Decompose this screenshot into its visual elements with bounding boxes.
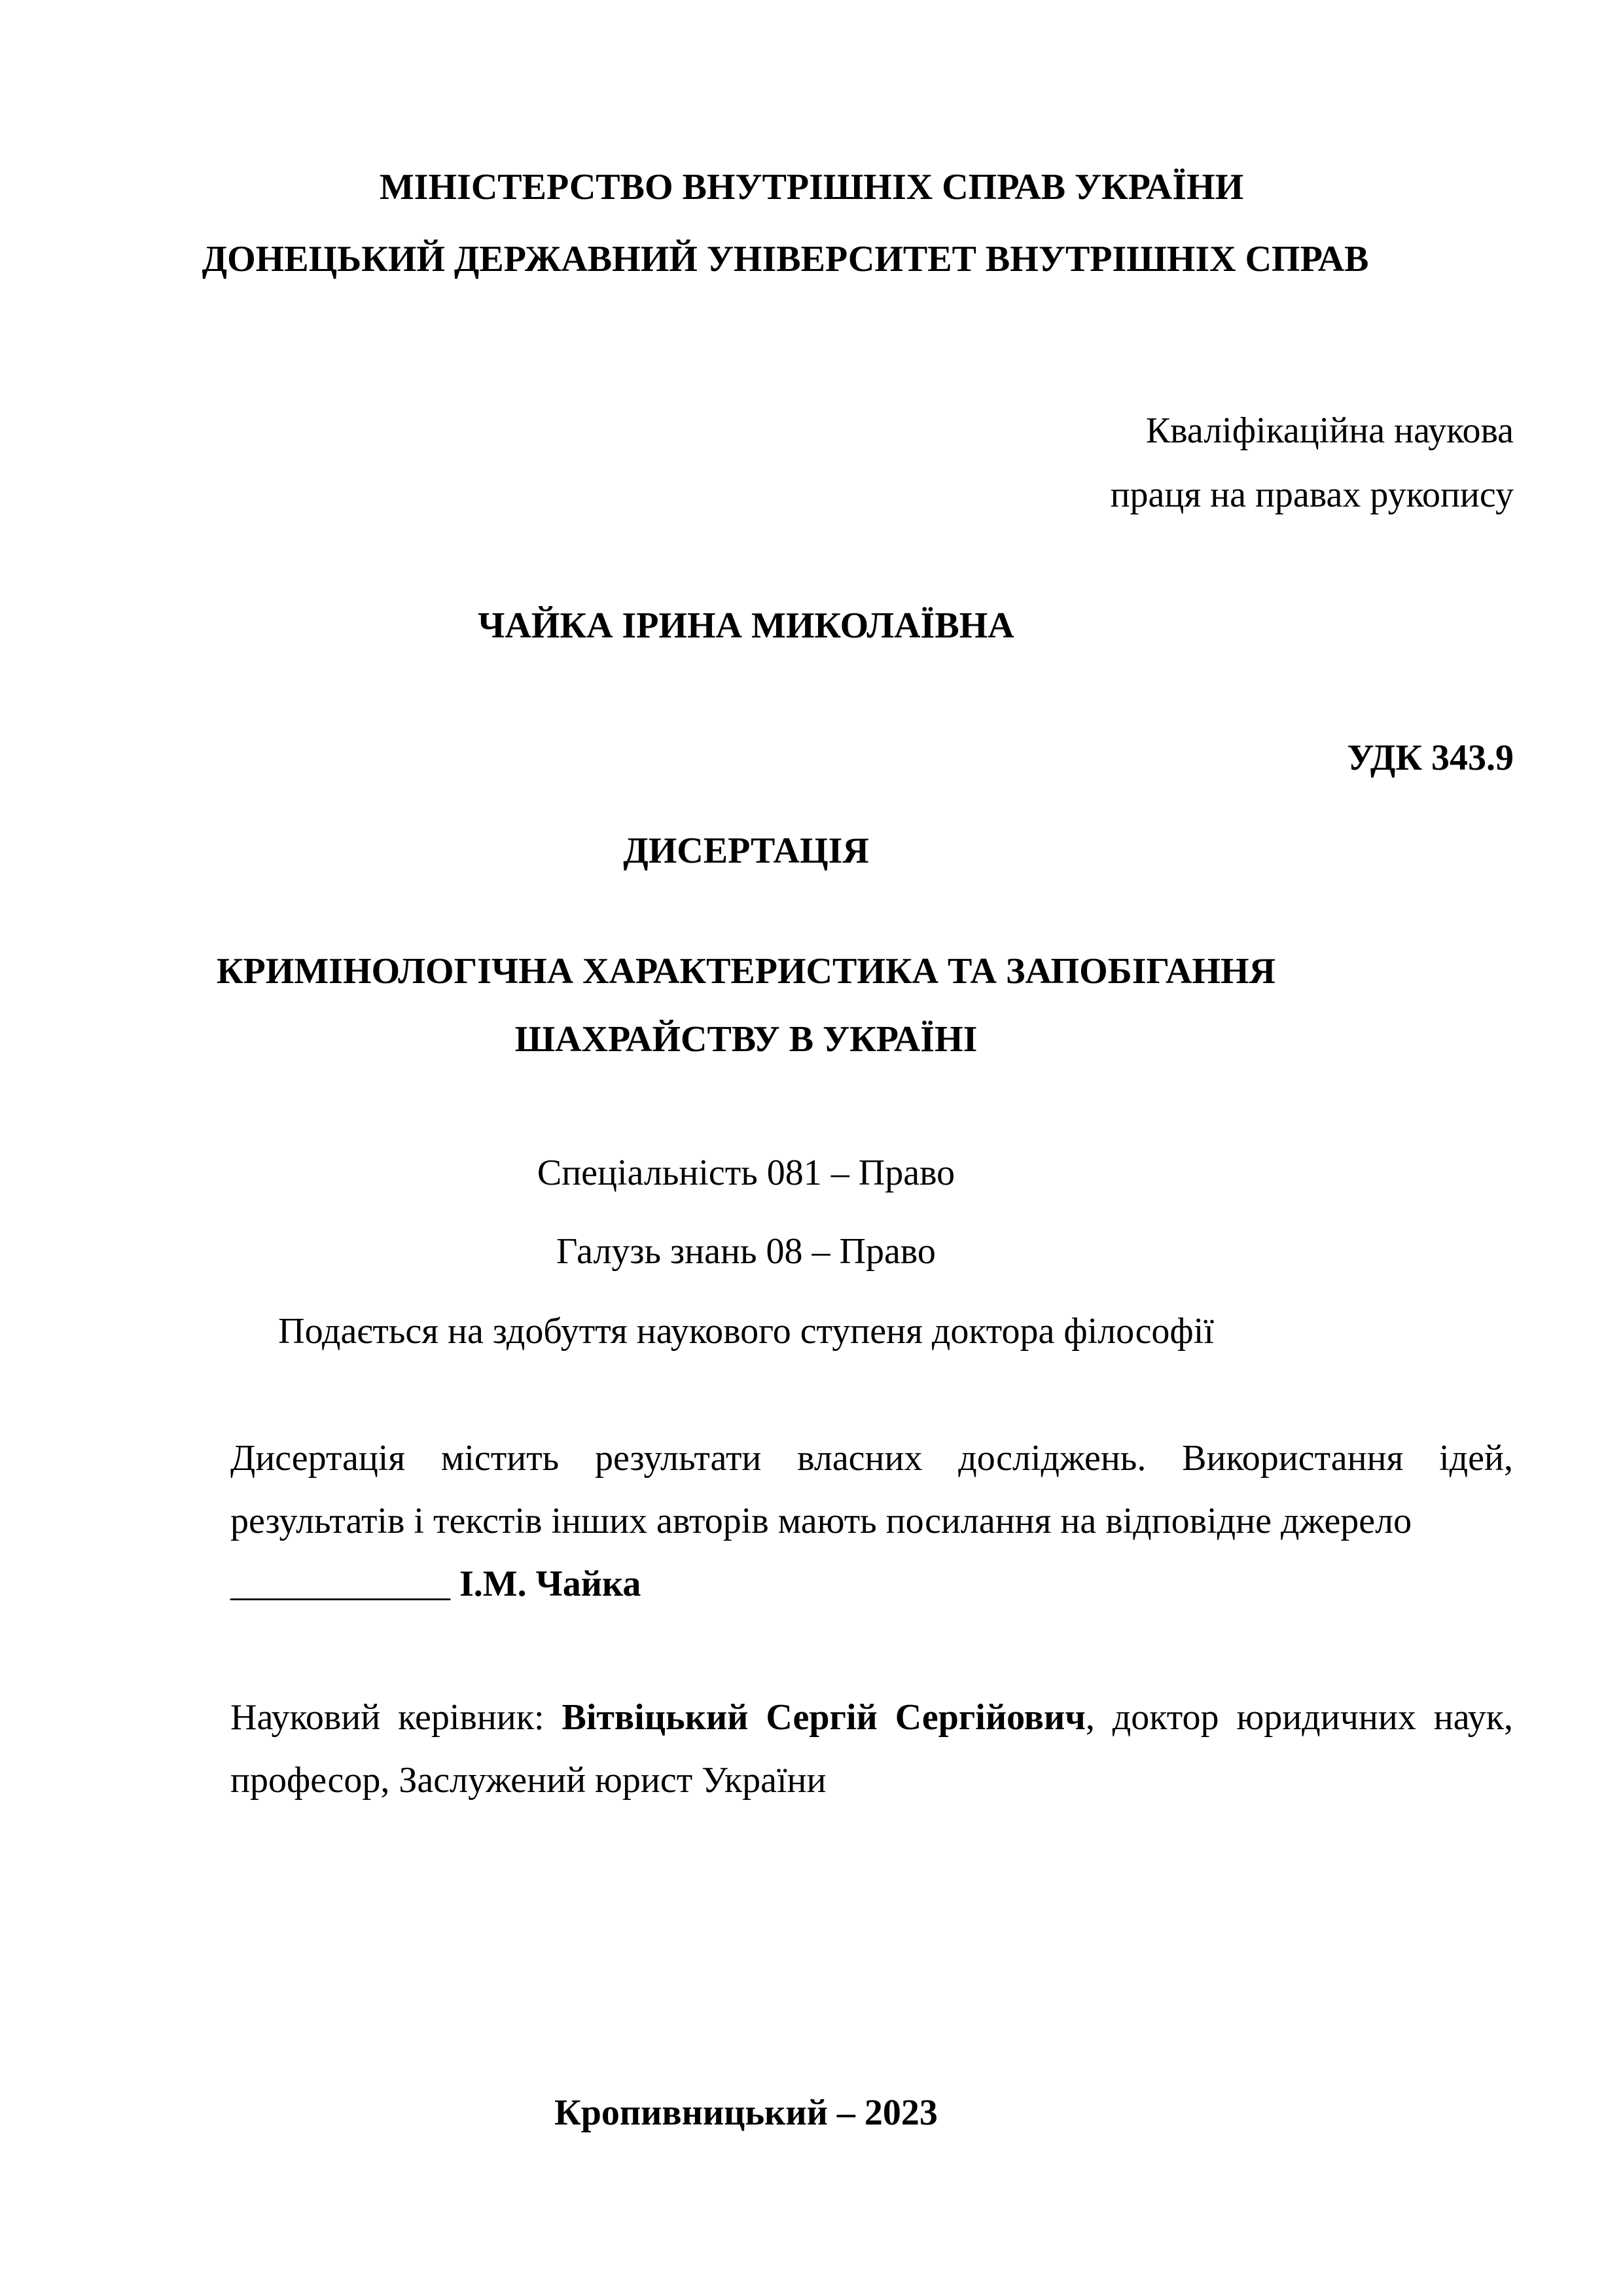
- document-type: ДИСЕРТАЦІЯ: [623, 831, 869, 871]
- udc-code: УДК 343.9: [1347, 738, 1514, 778]
- supervisor-credentials: , доктор юридичних наук,: [1085, 1697, 1513, 1738]
- signature-name: І.М. Чайка: [459, 1564, 641, 1604]
- author-name: ЧАЙКА ІРИНА МИКОЛАЇВНА: [478, 605, 1014, 646]
- field-of-knowledge: Галузь знань 08 – Право: [556, 1231, 936, 1272]
- supervisor-name: Вітвіцький Сергій Сергійович: [562, 1697, 1086, 1738]
- university-heading: ДОНЕЦЬКИЙ ДЕРЖАВНИЙ УНІВЕРСИТЕТ ВНУТРІШНІХ СПРАВ: [202, 239, 1369, 279]
- declaration-line2: результатів і текстів інших авторів мають посилання на відповідне джерело: [230, 1501, 1412, 1541]
- declaration-paragraph: [230, 1427, 1513, 1615]
- ministry-heading: МІНІСТЕРСТВО ВНУТРІШНІХ СПРАВ УКРАЇНИ: [379, 167, 1244, 207]
- declaration-line1: Дисертація містить результати власних досліджень. Використання ідей,: [230, 1438, 1513, 1479]
- signature-line: [230, 1552, 1513, 1615]
- degree-statement: Подається на здобуття наукового ступеня доктора філософії: [278, 1311, 1214, 1352]
- manuscript-note-line2: праця на правах рукопису: [1110, 475, 1514, 515]
- signature-blank: ____________: [230, 1564, 450, 1604]
- dissertation-title-line2: ШАХРАЙСТВУ В УКРАЇНІ: [514, 1019, 978, 1060]
- manuscript-note-line1: Кваліфікаційна наукова: [1145, 410, 1514, 451]
- specialty: Спеціальність 081 – Право: [537, 1153, 955, 1193]
- supervisor-line2: професор, Заслужений юрист України: [230, 1760, 827, 1801]
- supervisor-paragraph: [230, 1686, 1513, 1812]
- dissertation-title-line1: КРИМІНОЛОГІЧНА ХАРАКТЕРИСТИКА ТА ЗАПОБІГАННЯ: [216, 951, 1276, 992]
- supervisor-label: Науковий керівник:: [230, 1697, 562, 1738]
- city-year: Кропивницький – 2023: [554, 2092, 938, 2133]
- supervisor-line1: [230, 1686, 1513, 1749]
